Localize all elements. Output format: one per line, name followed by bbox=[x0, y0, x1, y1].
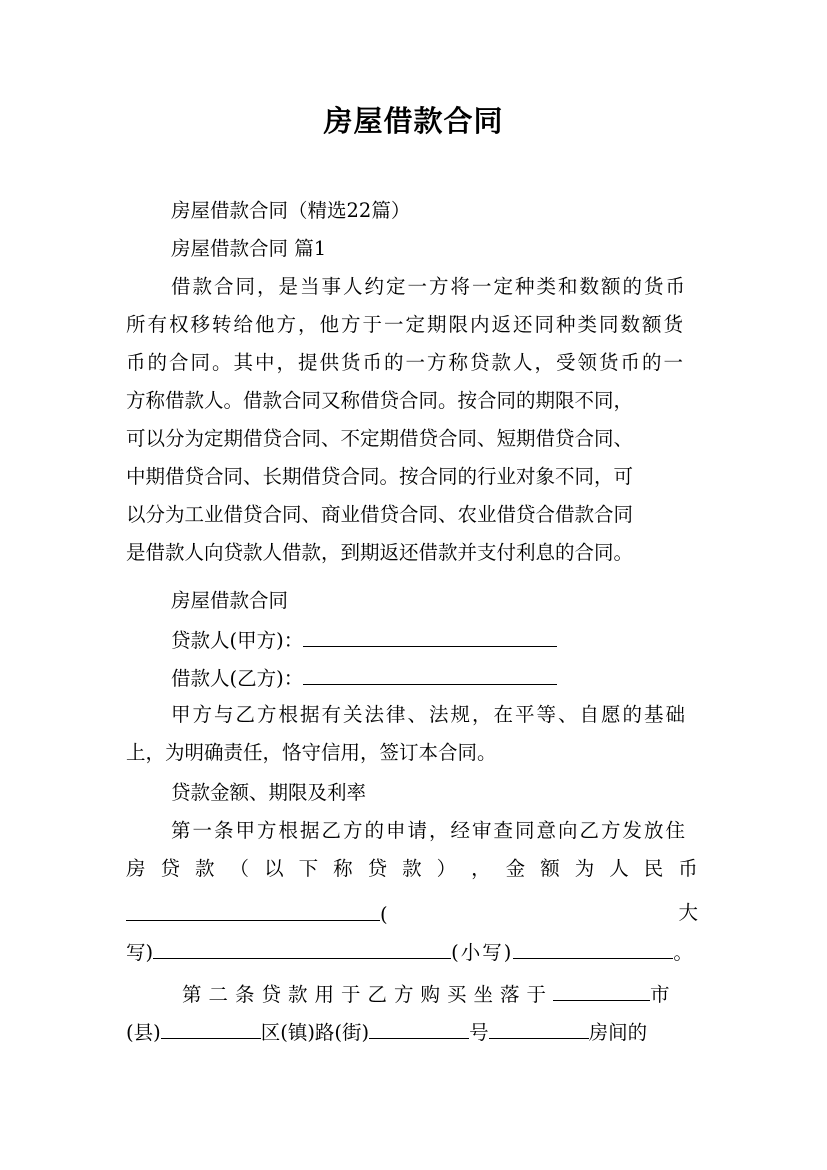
city-blank bbox=[553, 974, 650, 1001]
char: 贷 bbox=[367, 857, 388, 880]
article-two-text: 第二条贷款用于乙方购买坐落于 bbox=[182, 983, 554, 1006]
number-blank bbox=[489, 1012, 589, 1039]
section-heading: 房屋借款合同 篇1 bbox=[171, 237, 327, 260]
char: 房 bbox=[126, 857, 146, 880]
uppercase-amount-blank bbox=[153, 932, 451, 959]
char: ， bbox=[471, 857, 491, 880]
number-label: 号 bbox=[469, 1021, 489, 1044]
room-label: 房间的 bbox=[588, 1021, 648, 1044]
city-label: 市 bbox=[650, 983, 670, 1006]
amount-line-upper bbox=[126, 894, 698, 934]
road-blank bbox=[369, 1012, 469, 1039]
paragraph-line: 以分为工业借贷合同、商业借贷合同、农业借贷合借款合同 bbox=[126, 503, 634, 526]
county-blank bbox=[161, 1012, 261, 1039]
paragraph-line: 是借款人向贷款人借款，到期返还借款并支付利息的合同。 bbox=[126, 541, 634, 564]
location-line-1 bbox=[182, 974, 702, 1014]
char: 贷 bbox=[160, 857, 181, 880]
paragraph-line: 中期借贷合同、长期借贷合同。按合同的行业对象不同，可 bbox=[126, 465, 634, 488]
char: 款 bbox=[195, 857, 215, 880]
amount-field-group bbox=[126, 894, 388, 934]
contract-heading: 房屋借款合同 bbox=[171, 589, 289, 612]
paragraph-line: 所有权移转给他方，他方于一定期限内返还同种类同数额货 bbox=[126, 313, 686, 336]
paragraph-line: 币的合同。其中，提供货币的一方称贷款人，受领货币的一 bbox=[126, 351, 686, 374]
char: 下 bbox=[298, 857, 319, 880]
paragraph-line: 第一条甲方根据乙方的申请，经审查同意向乙方发放住 bbox=[171, 819, 688, 842]
county-label: (县) bbox=[126, 1021, 161, 1044]
char: 以 bbox=[264, 857, 284, 880]
paragraph-line: 甲方与乙方根据有关法律、法规，在平等、自愿的基础 bbox=[171, 703, 688, 726]
uppercase-label-end: 写) bbox=[126, 941, 154, 964]
paragraph-line: 可以分为定期借贷合同、不定期借贷合同、短期借贷合同、 bbox=[126, 427, 634, 450]
char: 为 bbox=[574, 857, 595, 880]
char: 币 bbox=[678, 857, 698, 880]
lender-field-line bbox=[171, 620, 706, 660]
char: 金 bbox=[505, 857, 526, 880]
lowercase-label: (小写) bbox=[451, 941, 514, 964]
paren-open: ( bbox=[380, 903, 388, 926]
borrower-blank bbox=[303, 658, 557, 685]
paragraph-line: 方称借款人。借款合同又称借贷合同。按合同的期限不同， bbox=[126, 389, 634, 412]
lender-blank bbox=[303, 620, 557, 647]
char: 人 bbox=[609, 857, 629, 880]
period: 。 bbox=[673, 941, 693, 964]
borrower-field-line bbox=[171, 658, 706, 698]
amount-blank bbox=[126, 894, 380, 921]
district-road-label: 区(镇)路(街) bbox=[260, 1021, 370, 1044]
char: 款 bbox=[402, 857, 422, 880]
section-heading: 贷款金额、期限及利率 bbox=[171, 781, 367, 804]
char: 额 bbox=[540, 857, 560, 880]
paragraph-line: 上，为明确责任，恪守信用，签订本合同。 bbox=[126, 741, 497, 764]
document-title: 房屋借款合同 bbox=[323, 104, 504, 138]
uppercase-label-part: 大 bbox=[678, 901, 698, 924]
char: 称 bbox=[333, 857, 353, 880]
location-line-2 bbox=[126, 1012, 706, 1052]
char: ） bbox=[436, 857, 457, 880]
borrower-label: 借款人(乙方)： bbox=[171, 667, 304, 690]
paragraph-line: 借款合同，是当事人约定一方将一定种类和数额的货币 bbox=[171, 275, 688, 298]
amount-line-lower bbox=[126, 932, 706, 972]
spread-text-line bbox=[126, 850, 698, 888]
char: （ bbox=[229, 857, 250, 880]
subtitle-line: 房屋借款合同（精选22篇） bbox=[171, 199, 411, 222]
lowercase-amount-blank bbox=[513, 932, 673, 959]
char: 民 bbox=[643, 857, 664, 880]
lender-label: 贷款人(甲方)： bbox=[171, 629, 304, 652]
